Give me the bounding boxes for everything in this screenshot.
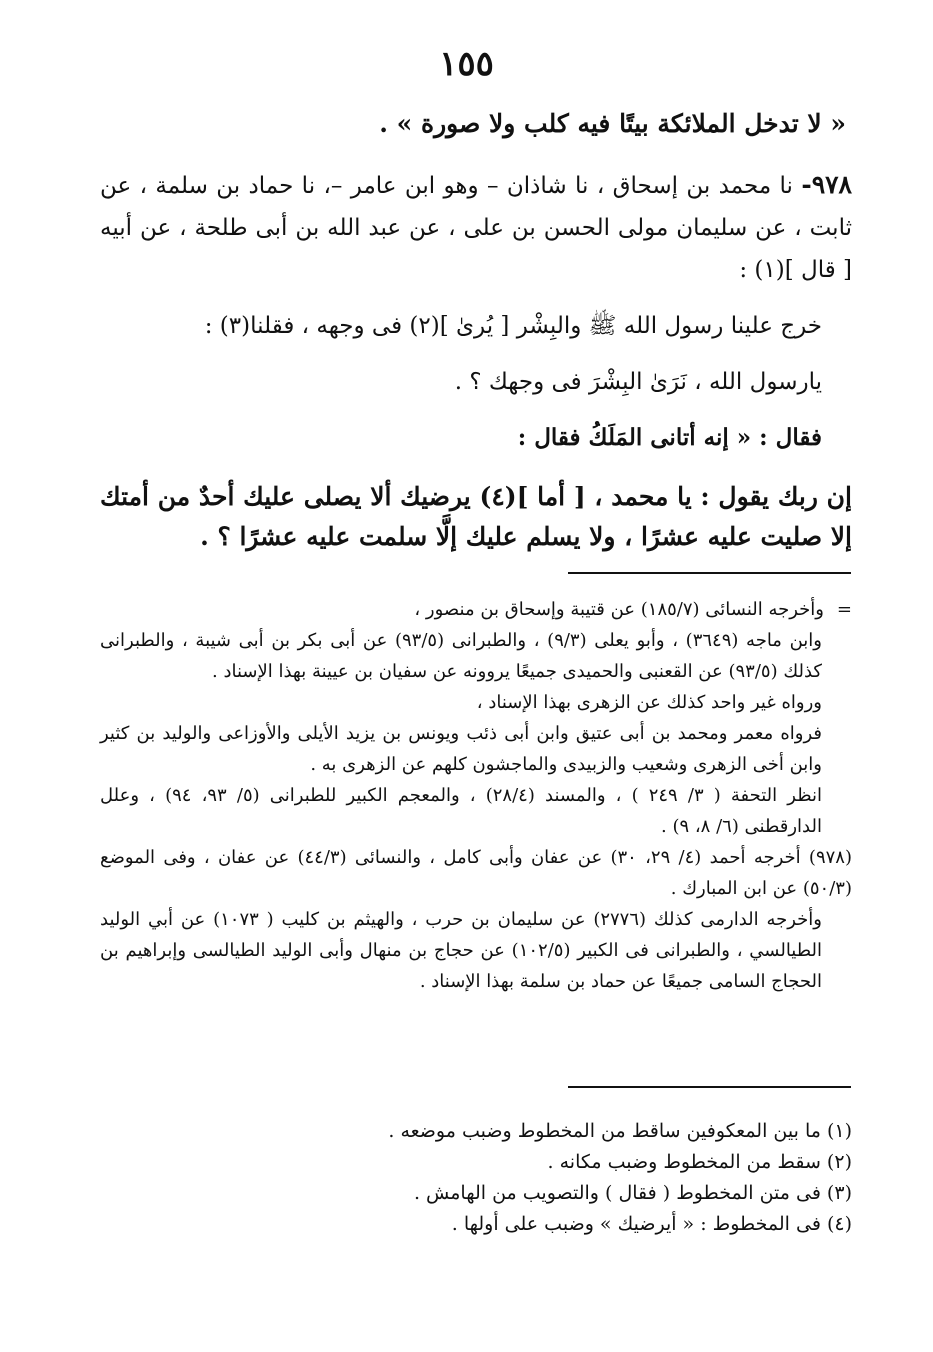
note-paragraph: وابن ماجه (٣٦٤٩) ، وأبو يعلى (٩/٣) ، والطبرانى (٩٣/٥) عن أبى بكر بن أبى شيبة ، والطبرانى كذلك (٩٣/٥) عن القعنبى والحميدى جميعًا يروونه عن سفيان بن عيينة بهذا الإسناد . [100,630,822,682]
hadith-number: ٩٧٨- [801,170,852,199]
divider-rule [568,572,851,574]
matn-line-4: إن ربك يقول : يا محمد ، [ أما ](٤) يرضيك ألا يصلى عليك أحدٌ من أمتك إلا صليت عليه عشرًا ، ولا يسلم عليك إلَّا سلمت عليه عشرًا ؟ . [100,482,852,551]
main-text [100,104,852,557]
isnad-text: نا محمد بن إسحاق ، نا شاذان – وهو ابن عامر –، نا حماد بن سلمة ، عن ثابت ، عن سليمان مولى الحسن بن على ، عن عبد الله بن أبى طلحة ، عن أبيه [ قال ](١) : [100,173,852,283]
note-paragraph: فرواه معمر ومحمد بن أبى عتيق وابن أبى ذئب ويونس بن يزيد الأيلى والأوزاعى والوليد بن كثير وابن أخى الزهرى وشعيب والزبيدى والماجشون كلهم عن الزهرى به . [100,723,822,775]
footnotes [100,1116,852,1240]
note-paragraph: انظر التحفة ( ٣/ ٢٤٩ ) ، والمسند (٢٨/٤) ، والمعجم الكبير للطبرانى (٥/ ٩٣، ٩٤) ، وعلل الدارقطنى (٦/ ٨، ٩) . [100,785,823,837]
footnote-3: (٣) فى متن المخطوط ( فقال ) والتصويب من الهامش . [413,1182,852,1204]
note-paragraph-978: (٩٧٨) أخرجه أحمد (٤/ ٢٩، ٣٠) عن عفان وأبى كامل ، والنسائى (٤٤/٣) عن عفان ، وفى الموضع (٥٠/٣) عن ابن المبارك . [100,847,852,899]
matn-line-1: خرج علينا رسول الله ﷺ والبِشْر [ يُرىٰ ](٢) فى وجهه ، فقلنا(٣) : [204,313,822,339]
footnote-4: (٤) فى المخطوط : « أيرضيك » وضبب على أولها . [451,1213,852,1235]
note-paragraph: =وأخرجه النسائى (١٨٥/٧) عن قتيبة وإسحاق بن منصور ، [100,594,852,625]
matn-line-2: يارسول الله ، نَرَىٰ البِشْرَ فى وجهك ؟ . [454,369,822,395]
takhrij-notes [100,594,852,997]
continuation-mark: = [836,599,852,620]
hadith-continuation: « لا تدخل الملائكة بيتًا فيه كلب ولا صورة » . [379,109,846,138]
page-number: ١٥٥ [439,44,494,84]
footnote-1: (١) ما بين المعكوفين ساقط من المخطوط وضبب موضعه . [388,1120,852,1142]
note-paragraph: وأخرجه الدارمى كذلك (٢٧٧٦) عن سليمان بن حرب ، والهيثم بن كليب ( ١٠٧٣) عن أبي الوليد الطيالسي ، والطبرانى فى الكبير (١٠٢/٥) عن حجاج بن منهال وأبى الوليد الطيالسى وإبراهيم بن الحجاج السامى جميعًا عن حماد بن سلمة بهذا الإسناد . [100,909,822,992]
matn-line-3: فقال : « إنه أتانى المَلَكُ فقال : [517,424,822,451]
note-paragraph: ورواه غير واحد كذلك عن الزهرى بهذا الإسناد ، [476,692,822,713]
hadith-978-isnad [100,164,852,291]
footnote-2: (٢) سقط من المخطوط وضبب مكانه . [547,1151,852,1173]
divider-rule [568,1086,851,1088]
